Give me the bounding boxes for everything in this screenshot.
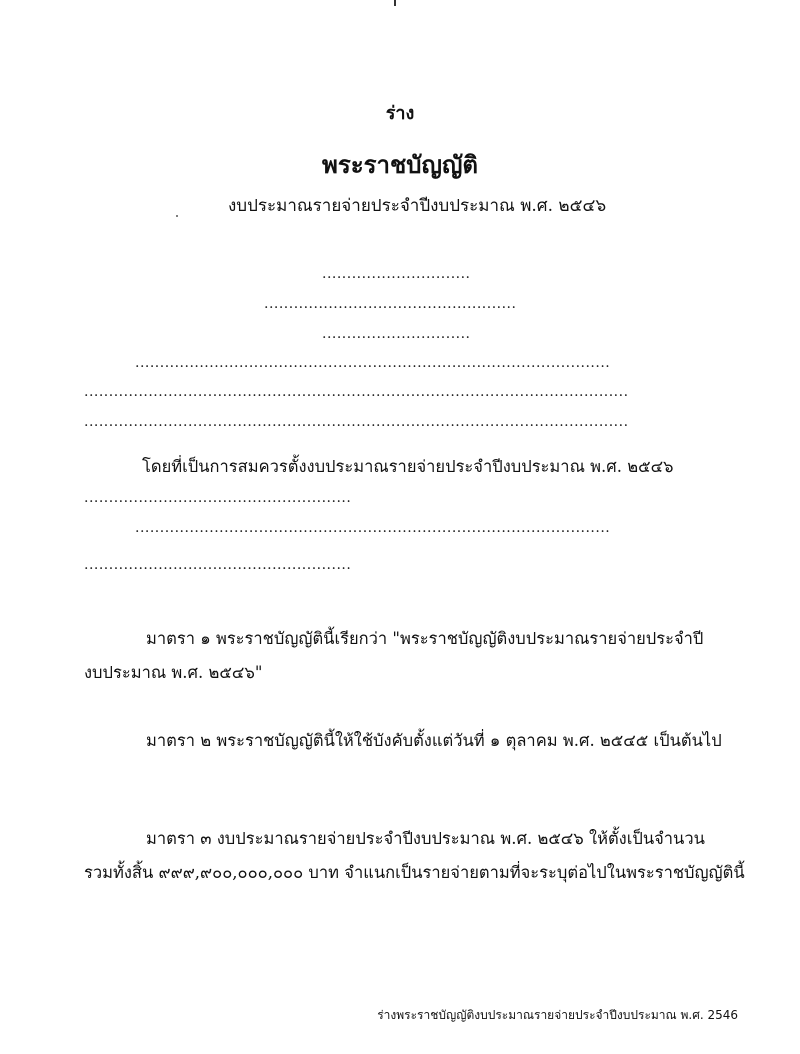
- preamble-dots-6: ..............................................................................................................: [84, 414, 629, 430]
- act-title: พระราชบัญญัติ: [322, 150, 478, 179]
- whereas-dots-2: ................................................................................................: [135, 520, 611, 536]
- preamble-dots-3: ..............................: [322, 326, 471, 342]
- page-top-mark: [394, 0, 396, 6]
- whereas-dots-3: ......................................................: [84, 557, 352, 573]
- preamble-dots-4: ................................................................................................: [135, 355, 611, 371]
- preamble-dots-5: ..............................................................................................................: [84, 384, 629, 400]
- draft-label: ร่าง: [385, 103, 415, 124]
- section-3-line-1: มาตรา ๓ งบประมาณรายจ่ายประจำปีงบประมาณ พ.ศ. ๒๕๔๖ ให้ตั้งเป็นจำนวน: [146, 829, 705, 848]
- section-1-line-2: งบประมาณ พ.ศ. ๒๕๔๖": [84, 663, 263, 682]
- section-1-line-1: มาตรา ๑ พระราชบัญญัตินี้เรียกว่า "พระราชบัญญัติงบประมาณรายจ่ายประจำปี: [146, 629, 704, 648]
- whereas-clause: โดยที่เป็นการสมควรตั้งงบประมาณรายจ่ายประจำปีงบประมาณ พ.ศ. ๒๕๔๖: [142, 457, 674, 476]
- section-3-line-2: รวมทั้งสิ้น ๙๙๙,๙๐๐,๐๐๐,๐๐๐ บาท จำแนกเป็นรายจ่ายตามที่จะระบุต่อไปในพระราชบัญญัตินี้: [84, 863, 745, 882]
- preamble-dots-1: ..............................: [322, 266, 471, 282]
- page-footer: ร่างพระราชบัญญัติงบประมาณรายจ่ายประจำปีงบประมาณ พ.ศ. 2546: [377, 1008, 738, 1022]
- preamble-dots-2: ...................................................: [264, 296, 517, 312]
- act-subtitle: งบประมาณรายจ่ายประจำปีงบประมาณ พ.ศ. ๒๕๔๖: [228, 196, 607, 216]
- section-2: มาตรา ๒ พระราชบัญญัตินี้ให้ใช้บังคับตั้งแต่วันที่ ๑ ตุลาคม พ.ศ. ๒๕๔๕ เป็นต้นไป: [146, 731, 722, 750]
- whereas-dots-1: ......................................................: [84, 490, 352, 506]
- scan-speck: [176, 215, 178, 217]
